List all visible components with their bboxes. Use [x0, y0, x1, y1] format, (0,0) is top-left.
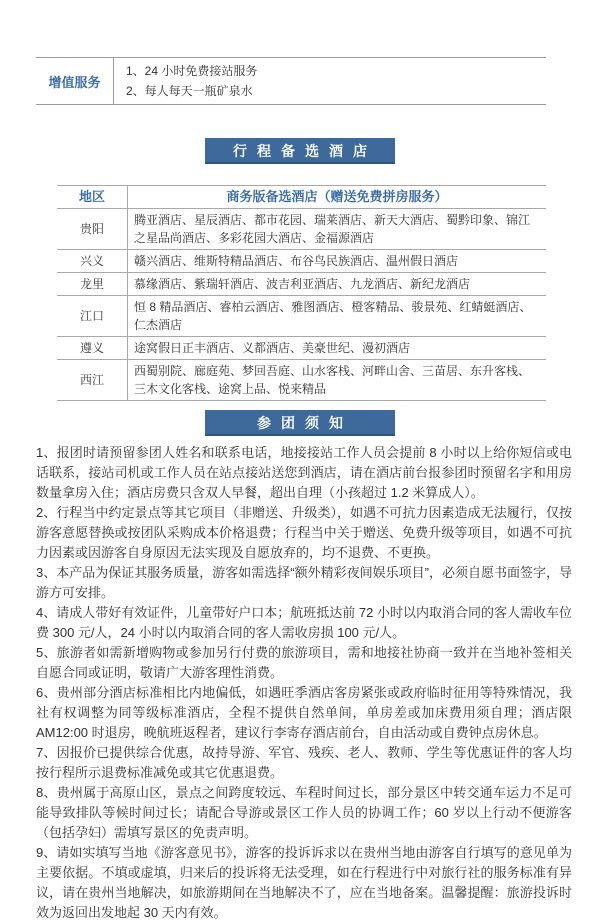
section-banner-alternative-hotels: 行程备选酒店 [205, 138, 395, 164]
hotel-table-body [57, 209, 546, 401]
region-cell: 兴义 [57, 250, 128, 273]
hotel-table-row [57, 209, 546, 250]
region-cell: 西江 [57, 360, 128, 401]
hotels-cell: 恒 8 精品酒店、睿柏云酒店、雅图酒店、橙客精品、骏景苑、红蜻蜓酒店、仁杰酒店 [128, 296, 547, 337]
value-added-service-item: 2、每人每天一瓶矿泉水 [126, 84, 253, 98]
region-cell: 江口 [57, 296, 128, 337]
itinerary-document-page [0, 57, 600, 920]
hotels-cell: 途窝假日正丰酒店、义都酒店、美豪世纪、漫初酒店 [128, 337, 547, 360]
hotel-table-header-row [57, 186, 546, 209]
notice-paragraph: 5、旅游者如需新增购物或参加另行付费的旅游项目，需和地接社协商一致并在当地补签相关自愿合同或证明，敬请广大游客理性消费。 [36, 645, 572, 680]
tour-notice-paragraphs [36, 443, 572, 923]
value-added-services-table [36, 57, 546, 105]
value-added-services-label: 增值服务 [36, 58, 114, 104]
hotel-table-header-hotels: 商务版备选酒店（赠送免费拼房服务） [128, 186, 547, 209]
hotels-cell: 腾亚酒店、星辰酒店、都市花园、瑞莱酒店、新天大酒店、蜀黔印象、锦江之星品尚酒店、多彩花园大酒店、金福源酒店 [128, 209, 547, 250]
value-added-service-item: 1、24 小时免费接站服务 [126, 64, 258, 78]
notice-paragraph: 4、请成人带好有效证件，儿童带好户口本；航班抵达前 72 小时以内取消合同的客人需收车位费 300 元/人，24 小时以内取消合同的客人需收房损 100 元/人。 [36, 605, 572, 640]
hotels-cell: 赣兴酒店、维斯特精品酒店、布谷鸟民族酒店、温州假日酒店 [128, 250, 547, 273]
section-banner-tour-notice: 参团须知 [205, 410, 395, 436]
hotel-table-row [57, 296, 546, 337]
hotels-cell: 西蜀别院、廊庭苑、梦回吾庭、山水客栈、河畔山舍、三苗居、东升客栈、三木文化客栈、途窝上品、悦来精品 [128, 360, 547, 401]
hotel-table-row [57, 337, 546, 360]
notice-paragraph: 1、报团时请预留参团人姓名和联系电话，地接接站工作人员会提前 8 小时以上给你短信或电话联系，接站司机或工作人员在站点接站送您到酒店，请在酒店前台报参团时预留名字和用房数量拿房入住；酒店房费只含双人早餐，超出自理（小孩超过 1.2 米算成人）。 [36, 445, 572, 500]
hotel-table-row [57, 360, 546, 401]
region-cell: 龙里 [57, 273, 128, 296]
hotel-table-row [57, 273, 546, 296]
value-added-services-list [114, 58, 546, 104]
hotels-cell: 慕缘酒店、紫瑞轩酒店、波吉利亚酒店、九龙酒店、新纪龙酒店 [128, 273, 547, 296]
region-cell: 贵阳 [57, 209, 128, 250]
notice-paragraph: 9、请如实填写当地《游客意见书》，游客的投诉诉求以在贵州当地由游客自行填写的意见单为主要依据。不填或虚填，归来后的投诉将无法受理，如在行程进行中对旅行社的服务标准有异议，请在贵州当地解决，如旅游期间在当地解决不了，应在当地备案。温馨提醒：旅游投诉时效为返回出发地起 30 天内有效。 [36, 845, 572, 920]
alternative-hotels-table [57, 185, 546, 401]
notice-paragraph: 7、因报价已提供综合优惠，故持导游、军官、残疾、老人、教师、学生等优惠证件的客人均按行程所示退费标准减免或其它优惠退费。 [36, 745, 572, 780]
notice-paragraph: 8、贵州属于高原山区，景点之间跨度较远、车程时间过长，部分景区中转交通车运力不足可能导致排队等候时间过长；请配合导游或景区工作人员的协调工作；60 岁以上行动不便游客（包括孕妇）需填写景区的免责声明。 [36, 785, 572, 840]
notice-paragraph: 6、贵州部分酒店标准相比内地偏低，如遇旺季酒店客房紧张或政府临时征用等特殊情况，我社有权调整为同等级标准酒店，全程不提供自然单间，单房差或加床费用须自理；酒店限 AM12:00 时退房，晚航班返程者，建议行李寄存酒店前台，自由活动或自费钟点房休息。 [36, 685, 572, 740]
region-cell: 遵义 [57, 337, 128, 360]
notice-paragraph: 2、行程当中约定景点等其它项目（非赠送、升级类），如遇不可抗力因素造成无法履行，仅按游客意愿替换或按团队采购成本价格退费；行程当中关于赠送、免费升级等项目，如遇不可抗力因素或因游客自身原因无法实现及自愿放弃的，均不退费、不更换。 [36, 505, 572, 560]
notice-paragraph: 3、本产品为保证其服务质量，游客如需选择“额外精彩夜间娱乐项目”，必须自愿书面签字，导游方可安排。 [36, 565, 572, 600]
hotel-table-header-region: 地区 [57, 186, 128, 209]
hotel-table-row [57, 250, 546, 273]
